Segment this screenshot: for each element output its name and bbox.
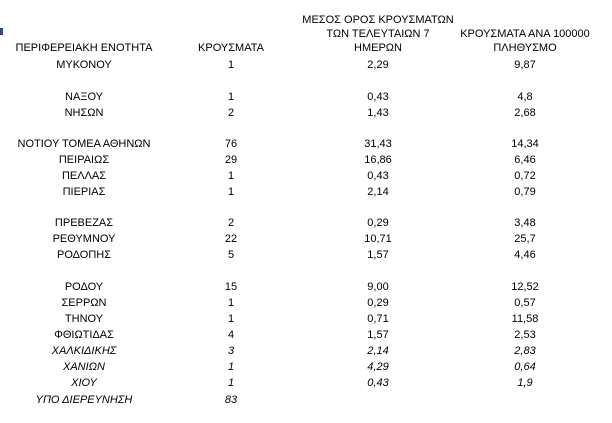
cell-region: ΧΙΟΥ <box>71 377 97 389</box>
cell-avg7: 1,57 <box>367 329 389 341</box>
cell-cases: 2 <box>227 217 235 229</box>
cell-avg7: 1,43 <box>367 107 389 119</box>
cell-cases: 4 <box>227 329 235 341</box>
table-row <box>0 89 612 105</box>
table-row <box>0 327 612 343</box>
cell-cases: 2 <box>227 107 235 119</box>
header-per100k-line-2: ΠΛΗΘΥΣΜΟ <box>493 42 557 54</box>
cell-avg7: 4,29 <box>367 361 389 373</box>
cell-per100k: 12,52 <box>511 281 539 293</box>
header-avg7-line-2: ΤΩΝ ΤΕΛΕΥΤΑΙΩΝ 7 <box>326 28 430 40</box>
cell-per100k: 25,7 <box>514 233 536 245</box>
header-per100k <box>452 27 598 55</box>
table-row <box>0 184 612 200</box>
header-cases: ΚΡΟΥΣΜΑΤΑ <box>198 42 264 54</box>
cell-avg7: 2,29 <box>367 59 389 71</box>
cell-region: ΡΕΘΥΜΝΟΥ <box>52 233 116 245</box>
cell-avg7: 0,71 <box>367 313 389 325</box>
cell-cases: 1 <box>227 377 235 389</box>
header-per100k-line-1: ΚΡΟΥΣΜΑΤΑ ΑΝΑ 100000 <box>460 28 590 40</box>
cell-cases: 83 <box>224 394 238 406</box>
cell-per100k: 1,9 <box>517 377 533 389</box>
cell-region: ΜΥΚΟΝΟΥ <box>56 59 112 71</box>
cell-per100k: 2,83 <box>514 345 536 357</box>
cell-region: ΣΕΡΡΩΝ <box>61 297 107 309</box>
cell-per100k: 0,57 <box>514 297 536 309</box>
cell-avg7: 0,43 <box>367 91 389 103</box>
table-row <box>0 279 612 295</box>
cell-per100k: 2,68 <box>514 107 536 119</box>
cell-avg7: 2,14 <box>367 186 389 198</box>
header-avg7-line-3: ΗΜΕΡΩΝ <box>354 42 402 54</box>
cell-region: ΧΑΝΙΩΝ <box>63 361 105 373</box>
cell-avg7: 0,29 <box>367 297 389 309</box>
cell-per100k: 11,58 <box>511 313 539 325</box>
cell-cases: 5 <box>227 249 235 261</box>
cell-avg7: 1,57 <box>367 249 389 261</box>
cell-cases: 1 <box>227 361 235 373</box>
cell-region: ΤΗΝΟΥ <box>64 313 104 325</box>
cell-region: ΝΑΞΟΥ <box>65 91 103 103</box>
cell-avg7: 9,00 <box>367 281 389 293</box>
cell-per100k: 3,48 <box>514 217 536 229</box>
cell-per100k: 0,64 <box>514 361 536 373</box>
cell-per100k: 9,87 <box>514 59 536 71</box>
cell-per100k: 0,79 <box>514 186 536 198</box>
cell-per100k: 2,53 <box>514 329 536 341</box>
cell-cases: 22 <box>224 233 238 245</box>
cell-per100k: 6,46 <box>514 154 536 166</box>
table-row <box>0 105 612 121</box>
cell-per100k: 0,72 <box>514 170 536 182</box>
cell-cases: 1 <box>227 297 235 309</box>
table-row <box>0 168 612 184</box>
table-row <box>0 375 612 391</box>
cell-region: ΠΕΛΛΑΣ <box>61 170 107 182</box>
page-edge-marker <box>0 28 3 35</box>
cell-region: ΥΠΟ ΔΙΕΡΕΥΝΗΣΗ <box>35 394 133 406</box>
cell-cases: 15 <box>224 281 238 293</box>
cell-region: ΝΗΣΩΝ <box>64 107 104 119</box>
cell-cases: 3 <box>227 345 235 357</box>
cell-per100k: 4,8 <box>517 91 533 103</box>
cell-region: ΠΕΙΡΑΙΩΣ <box>58 154 110 166</box>
table-row <box>0 152 612 168</box>
header-avg7-line-1: ΜΕΣΟΣ ΟΡΟΣ ΚΡΟΥΣΜΑΤΩΝ <box>302 14 454 26</box>
cell-cases: 1 <box>227 170 235 182</box>
table-row <box>0 215 612 231</box>
table-row <box>0 231 612 247</box>
table-row <box>0 343 612 359</box>
header-avg7 <box>298 13 458 55</box>
cell-cases: 1 <box>227 91 235 103</box>
cell-avg7: 2,14 <box>367 345 389 357</box>
cell-cases: 1 <box>227 186 235 198</box>
cell-region: ΠΡΕΒΕΖΑΣ <box>54 217 114 229</box>
cell-region: ΡΟΔΟΥ <box>64 281 104 293</box>
cell-per100k: 4,46 <box>514 249 536 261</box>
cell-region: ΠΙΕΡΙΑΣ <box>62 186 106 198</box>
cell-avg7: 10,71 <box>364 233 392 245</box>
table-row <box>0 247 612 263</box>
cell-avg7: 0,43 <box>367 377 389 389</box>
table-row <box>0 311 612 327</box>
table-row <box>0 359 612 375</box>
cell-region: ΦΘΙΩΤΙΔΑΣ <box>54 329 114 341</box>
table-row <box>0 136 612 152</box>
table-row <box>0 57 612 73</box>
cell-avg7: 0,29 <box>367 217 389 229</box>
table-row <box>0 392 612 408</box>
cell-region: ΝΟΤΙΟΥ ΤΟΜΕΑ ΑΘΗΝΩΝ <box>17 138 151 150</box>
cell-cases: 76 <box>224 138 238 150</box>
cell-region: ΡΟΔΟΠΗΣ <box>56 249 112 261</box>
cell-avg7: 16,86 <box>364 154 392 166</box>
cell-per100k: 14,34 <box>511 138 539 150</box>
header-region: ΠΕΡΙΦΕΡΕΙΑΚΗ ΕΝΟΤΗΤΑ <box>15 42 153 54</box>
cell-avg7: 0,43 <box>367 170 389 182</box>
cell-cases: 1 <box>227 59 235 71</box>
cell-avg7: 31,43 <box>364 138 392 150</box>
table-row <box>0 295 612 311</box>
cell-cases: 1 <box>227 313 235 325</box>
cell-cases: 29 <box>224 154 238 166</box>
cell-region: ΧΑΛΚΙΔΙΚΗΣ <box>51 345 117 357</box>
